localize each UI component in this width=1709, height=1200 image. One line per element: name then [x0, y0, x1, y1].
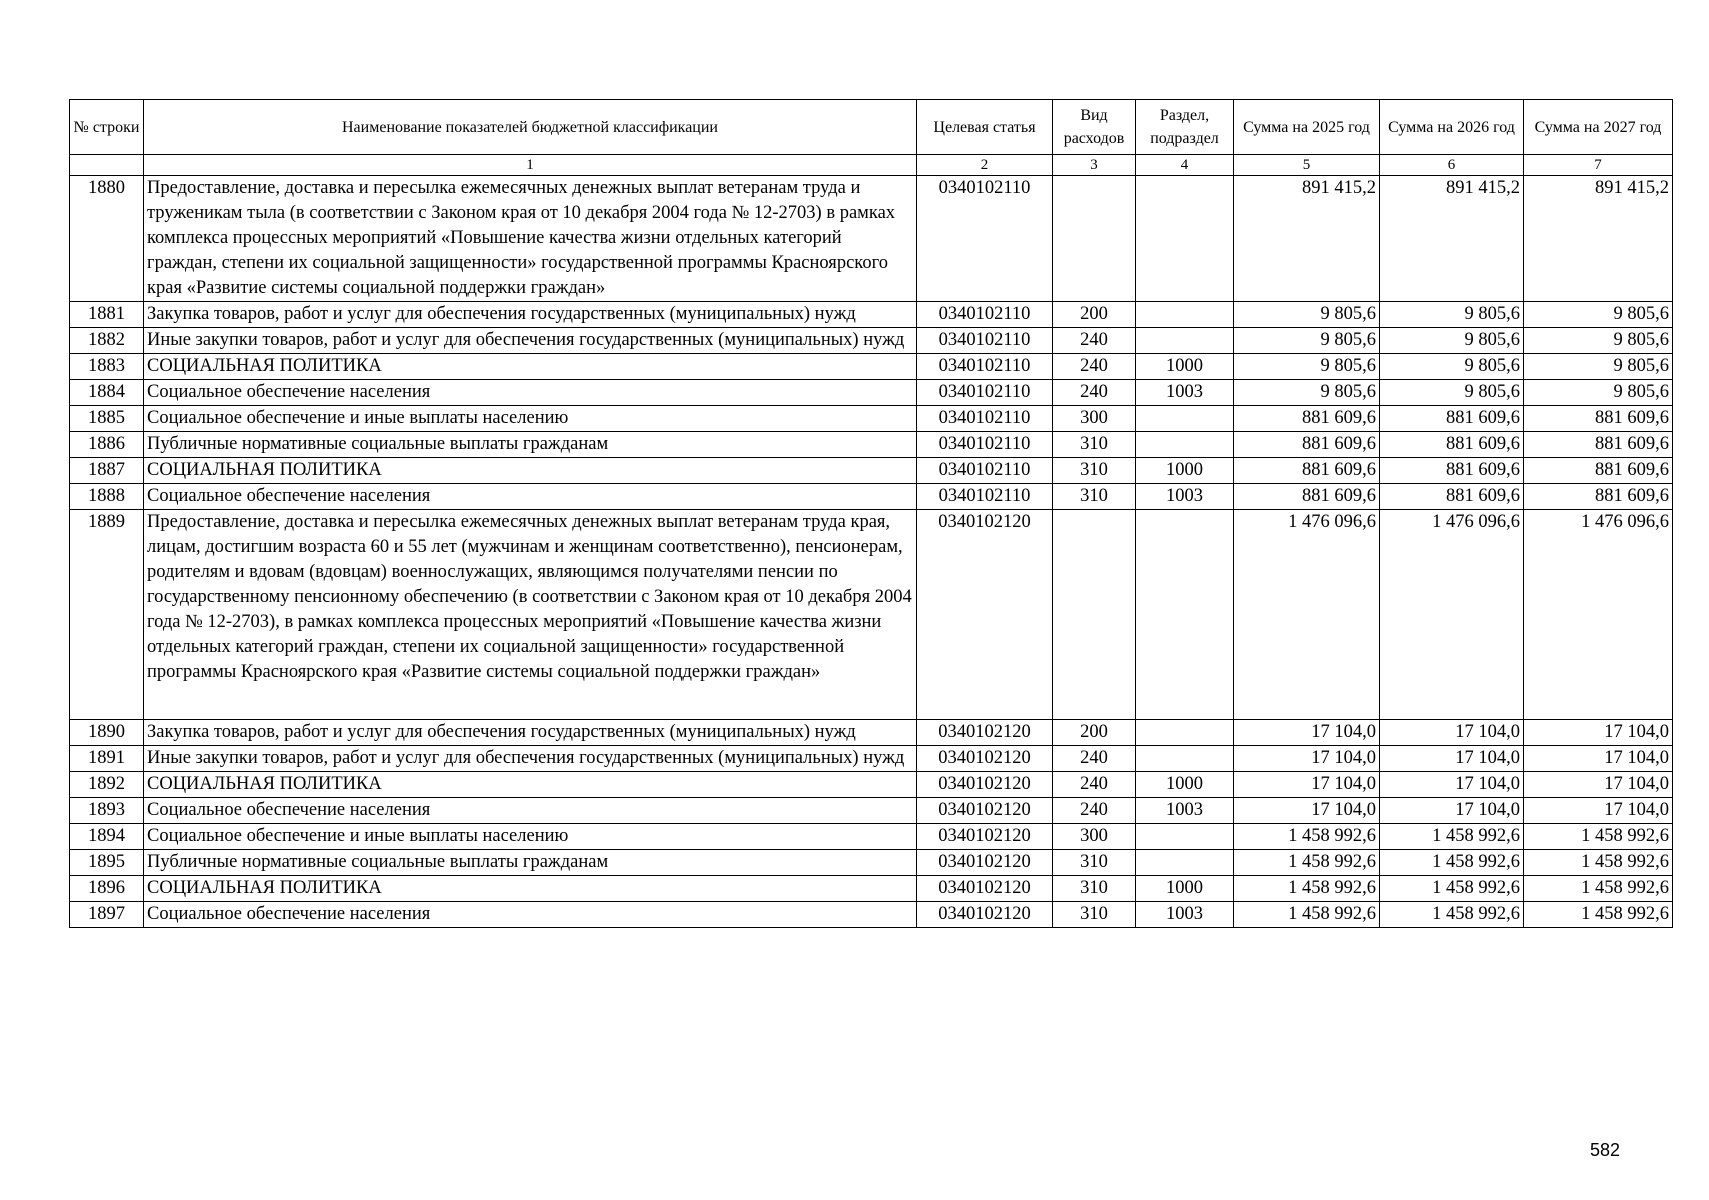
row-sum-2027: 17 104,0 [1524, 772, 1673, 798]
row-name: СОЦИАЛЬНАЯ ПОЛИТИКА [144, 876, 917, 902]
table-row [70, 510, 1673, 720]
row-sum-2025: 891 415,2 [1234, 176, 1380, 302]
row-sum-2026: 17 104,0 [1380, 798, 1524, 824]
row-sum-2025: 17 104,0 [1234, 746, 1380, 772]
row-name: СОЦИАЛЬНАЯ ПОЛИТИКА [144, 354, 917, 380]
header-kind: Вид расходов [1053, 100, 1136, 155]
table-row [70, 380, 1673, 406]
table-row [70, 876, 1673, 902]
row-section: 1000 [1136, 876, 1234, 902]
row-expense-kind: 240 [1053, 746, 1136, 772]
row-sum-2027: 881 609,6 [1524, 432, 1673, 458]
table-row [70, 458, 1673, 484]
row-target-article: 0340102110 [917, 302, 1053, 328]
row-sum-2025: 881 609,6 [1234, 432, 1380, 458]
row-target-article: 0340102110 [917, 484, 1053, 510]
row-section [1136, 850, 1234, 876]
row-number: 1885 [70, 406, 144, 432]
row-sum-2027: 1 458 992,6 [1524, 876, 1673, 902]
table-row [70, 902, 1673, 928]
table-row [70, 354, 1673, 380]
row-name: Социальное обеспечение населения [144, 902, 917, 928]
row-target-article: 0340102120 [917, 824, 1053, 850]
column-number: 3 [1053, 155, 1136, 176]
table-row [70, 798, 1673, 824]
row-sum-2026: 17 104,0 [1380, 720, 1524, 746]
row-target-article: 0340102120 [917, 746, 1053, 772]
row-sum-2027: 881 609,6 [1524, 458, 1673, 484]
row-sum-2027: 17 104,0 [1524, 720, 1673, 746]
row-name: Публичные нормативные социальные выплаты гражданам [144, 432, 917, 458]
table-row [70, 302, 1673, 328]
row-sum-2025: 1 476 096,6 [1234, 510, 1380, 720]
row-expense-kind: 310 [1053, 458, 1136, 484]
column-number: 4 [1136, 155, 1234, 176]
column-number: 6 [1380, 155, 1524, 176]
row-name: Социальное обеспечение населения [144, 380, 917, 406]
row-sum-2027: 1 458 992,6 [1524, 850, 1673, 876]
row-expense-kind: 240 [1053, 328, 1136, 354]
row-sum-2025: 9 805,6 [1234, 354, 1380, 380]
row-name: Предоставление, доставка и пересылка ежемесячных денежных выплат ветеранам труда края, лицам, достигшим возраста 60 и 55 лет (мужчинам и женщинам соответственно), пенсионерам, родителям и вдовам (вдовцам) военнослужащих, являющимся получателями пенсии по государственному пенсионному обеспечению (в соответствии с Законом края от 10 декабря 2004 года № 12-2703), в рамках комплекса процессных мероприятий «Повышение качества жизни отдельных категорий граждан, степени их социальной защищенности» государственной программы Красноярского края «Развитие системы социальной поддержки граждан» [144, 510, 917, 720]
row-section [1136, 824, 1234, 850]
row-expense-kind: 310 [1053, 876, 1136, 902]
header-row-no: № строки [70, 100, 144, 155]
row-target-article: 0340102110 [917, 328, 1053, 354]
row-target-article: 0340102110 [917, 432, 1053, 458]
row-sum-2027: 9 805,6 [1524, 354, 1673, 380]
row-sum-2027: 881 609,6 [1524, 484, 1673, 510]
row-sum-2025: 17 104,0 [1234, 772, 1380, 798]
row-target-article: 0340102120 [917, 720, 1053, 746]
row-expense-kind: 300 [1053, 824, 1136, 850]
row-expense-kind: 240 [1053, 772, 1136, 798]
row-section: 1003 [1136, 380, 1234, 406]
row-expense-kind: 240 [1053, 354, 1136, 380]
row-number: 1895 [70, 850, 144, 876]
row-number: 1897 [70, 902, 144, 928]
row-number: 1892 [70, 772, 144, 798]
row-sum-2027: 9 805,6 [1524, 380, 1673, 406]
row-sum-2026: 17 104,0 [1380, 772, 1524, 798]
row-target-article: 0340102110 [917, 176, 1053, 302]
row-sum-2026: 881 609,6 [1380, 458, 1524, 484]
header-section: Раздел, подраздел [1136, 100, 1234, 155]
row-sum-2026: 1 458 992,6 [1380, 902, 1524, 928]
row-expense-kind [1053, 176, 1136, 302]
row-sum-2027: 17 104,0 [1524, 798, 1673, 824]
row-number: 1891 [70, 746, 144, 772]
row-name: Социальное обеспечение населения [144, 484, 917, 510]
row-number: 1883 [70, 354, 144, 380]
row-section: 1003 [1136, 484, 1234, 510]
column-number: 7 [1524, 155, 1673, 176]
row-number: 1896 [70, 876, 144, 902]
row-sum-2027: 17 104,0 [1524, 746, 1673, 772]
row-number: 1880 [70, 176, 144, 302]
row-sum-2026: 881 609,6 [1380, 432, 1524, 458]
row-expense-kind: 310 [1053, 484, 1136, 510]
row-name: СОЦИАЛЬНАЯ ПОЛИТИКА [144, 772, 917, 798]
row-sum-2026: 17 104,0 [1380, 746, 1524, 772]
row-number: 1888 [70, 484, 144, 510]
row-expense-kind: 240 [1053, 798, 1136, 824]
row-sum-2025: 881 609,6 [1234, 458, 1380, 484]
row-sum-2026: 1 458 992,6 [1380, 850, 1524, 876]
row-section [1136, 510, 1234, 720]
row-target-article: 0340102120 [917, 510, 1053, 720]
header-sum-2027: Сумма на 2027 год [1524, 100, 1673, 155]
row-sum-2026: 9 805,6 [1380, 380, 1524, 406]
row-name: Предоставление, доставка и пересылка ежемесячных денежных выплат ветеранам труда и труженикам тыла (в соответствии с Законом края от 10 декабря 2004 года № 12-2703) в рамках комплекса процессных мероприятий «Повышение качества жизни отдельных категорий граждан, степени их социальной защищенности» государственной программы Красноярского края «Развитие системы социальной поддержки граждан» [144, 176, 917, 302]
row-number: 1894 [70, 824, 144, 850]
table-row [70, 484, 1673, 510]
column-number: 5 [1234, 155, 1380, 176]
row-expense-kind: 200 [1053, 302, 1136, 328]
row-number: 1889 [70, 510, 144, 720]
column-number-empty [70, 155, 144, 176]
header-name: Наименование показателей бюджетной классификации [144, 100, 917, 155]
table-body [70, 155, 1673, 928]
row-name: Социальное обеспечение населения [144, 798, 917, 824]
row-section [1136, 720, 1234, 746]
row-name: Закупка товаров, работ и услуг для обеспечения государственных (муниципальных) нужд [144, 302, 917, 328]
column-number-row [70, 155, 1673, 176]
row-section [1136, 406, 1234, 432]
row-name: Иные закупки товаров, работ и услуг для обеспечения государственных (муниципальных) нужд [144, 746, 917, 772]
row-section: 1000 [1136, 772, 1234, 798]
header-target: Целевая статья [917, 100, 1053, 155]
header-sum-2025: Сумма на 2025 год [1234, 100, 1380, 155]
row-number: 1884 [70, 380, 144, 406]
row-sum-2025: 1 458 992,6 [1234, 824, 1380, 850]
row-sum-2025: 1 458 992,6 [1234, 876, 1380, 902]
row-sum-2026: 1 458 992,6 [1380, 876, 1524, 902]
row-name: Иные закупки товаров, работ и услуг для обеспечения государственных (муниципальных) нужд [144, 328, 917, 354]
row-target-article: 0340102110 [917, 354, 1053, 380]
row-sum-2025: 9 805,6 [1234, 380, 1380, 406]
row-target-article: 0340102110 [917, 406, 1053, 432]
row-number: 1890 [70, 720, 144, 746]
row-expense-kind: 240 [1053, 380, 1136, 406]
row-sum-2027: 9 805,6 [1524, 328, 1673, 354]
row-section [1136, 176, 1234, 302]
row-sum-2026: 881 609,6 [1380, 406, 1524, 432]
row-name: СОЦИАЛЬНАЯ ПОЛИТИКА [144, 458, 917, 484]
table-row [70, 406, 1673, 432]
page-number: 582 [1590, 1140, 1621, 1160]
row-sum-2026: 891 415,2 [1380, 176, 1524, 302]
row-sum-2026: 9 805,6 [1380, 328, 1524, 354]
table-header-row [70, 100, 1673, 155]
row-target-article: 0340102120 [917, 850, 1053, 876]
row-target-article: 0340102120 [917, 876, 1053, 902]
row-sum-2026: 9 805,6 [1380, 302, 1524, 328]
row-section [1136, 302, 1234, 328]
table-row [70, 720, 1673, 746]
row-section: 1003 [1136, 798, 1234, 824]
row-number: 1881 [70, 302, 144, 328]
row-target-article: 0340102110 [917, 458, 1053, 484]
table-row [70, 824, 1673, 850]
row-sum-2025: 881 609,6 [1234, 484, 1380, 510]
row-sum-2027: 881 609,6 [1524, 406, 1673, 432]
row-sum-2027: 9 805,6 [1524, 302, 1673, 328]
row-sum-2027: 1 458 992,6 [1524, 902, 1673, 928]
header-sum-2026: Сумма на 2026 год [1380, 100, 1524, 155]
row-target-article: 0340102110 [917, 380, 1053, 406]
row-section: 1000 [1136, 354, 1234, 380]
row-sum-2025: 1 458 992,6 [1234, 902, 1380, 928]
row-sum-2025: 17 104,0 [1234, 798, 1380, 824]
row-sum-2027: 891 415,2 [1524, 176, 1673, 302]
row-section: 1000 [1136, 458, 1234, 484]
row-name: Публичные нормативные социальные выплаты гражданам [144, 850, 917, 876]
row-target-article: 0340102120 [917, 772, 1053, 798]
row-sum-2025: 881 609,6 [1234, 406, 1380, 432]
budget-table [69, 99, 1673, 928]
table-row [70, 746, 1673, 772]
row-sum-2025: 1 458 992,6 [1234, 850, 1380, 876]
row-number: 1893 [70, 798, 144, 824]
row-sum-2026: 1 476 096,6 [1380, 510, 1524, 720]
row-expense-kind: 310 [1053, 432, 1136, 458]
row-section [1136, 328, 1234, 354]
column-number: 2 [917, 155, 1053, 176]
row-target-article: 0340102120 [917, 798, 1053, 824]
row-sum-2026: 9 805,6 [1380, 354, 1524, 380]
row-expense-kind: 310 [1053, 902, 1136, 928]
row-sum-2027: 1 458 992,6 [1524, 824, 1673, 850]
row-expense-kind: 300 [1053, 406, 1136, 432]
row-section [1136, 432, 1234, 458]
table-row [70, 772, 1673, 798]
row-name: Социальное обеспечение и иные выплаты населению [144, 824, 917, 850]
row-section [1136, 746, 1234, 772]
row-sum-2027: 1 476 096,6 [1524, 510, 1673, 720]
row-sum-2026: 881 609,6 [1380, 484, 1524, 510]
row-name: Закупка товаров, работ и услуг для обеспечения государственных (муниципальных) нужд [144, 720, 917, 746]
table-row [70, 176, 1673, 302]
row-sum-2026: 1 458 992,6 [1380, 824, 1524, 850]
row-name: Социальное обеспечение и иные выплаты населению [144, 406, 917, 432]
row-number: 1887 [70, 458, 144, 484]
row-number: 1882 [70, 328, 144, 354]
column-number: 1 [144, 155, 917, 176]
table-row [70, 432, 1673, 458]
row-sum-2025: 17 104,0 [1234, 720, 1380, 746]
table-row [70, 850, 1673, 876]
row-expense-kind [1053, 510, 1136, 720]
row-sum-2025: 9 805,6 [1234, 328, 1380, 354]
table-row [70, 328, 1673, 354]
row-expense-kind: 310 [1053, 850, 1136, 876]
row-number: 1886 [70, 432, 144, 458]
row-expense-kind: 200 [1053, 720, 1136, 746]
row-section: 1003 [1136, 902, 1234, 928]
row-sum-2025: 9 805,6 [1234, 302, 1380, 328]
row-target-article: 0340102120 [917, 902, 1053, 928]
